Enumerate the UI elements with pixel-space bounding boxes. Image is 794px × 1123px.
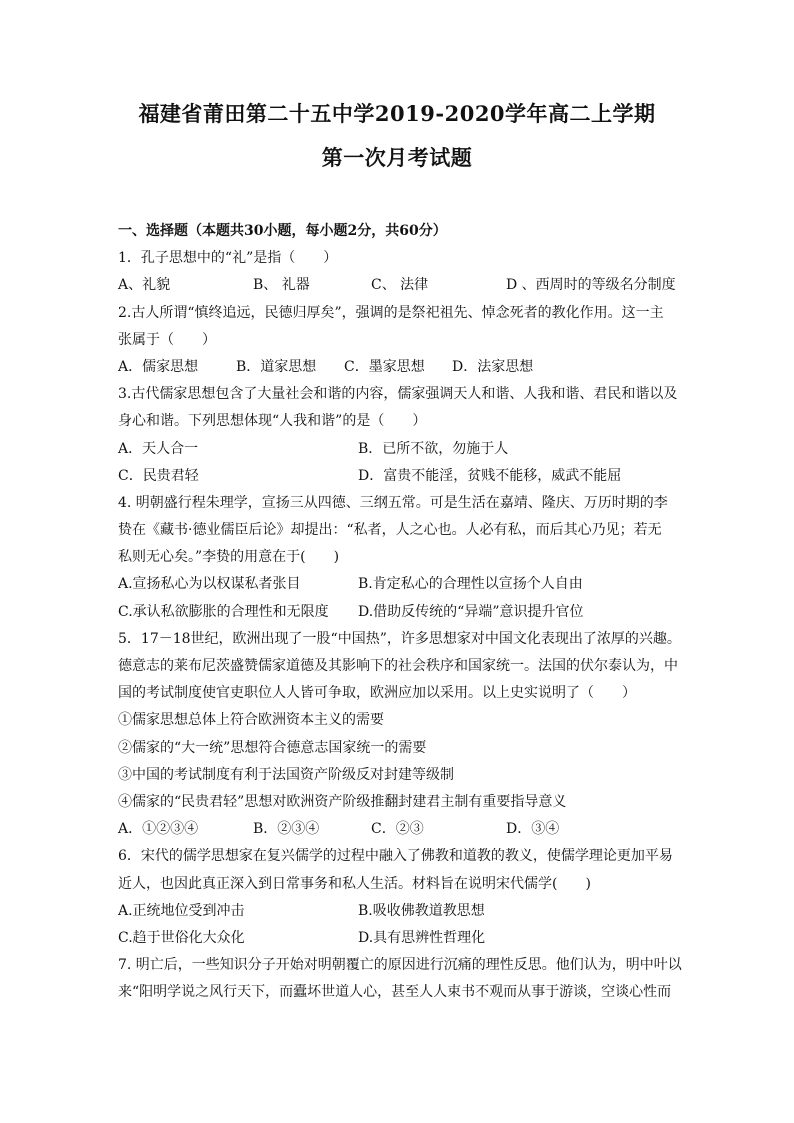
option-c: C．民贵君轻 — [118, 467, 199, 484]
question-7-stem: 来“阳明学说之风行天下，而蠹坏世道人心，甚至人人束书不观而从事于游谈，空谈心性而 — [118, 984, 672, 1001]
question-5-stem: 国的考试制度使官吏职位人人皆可争取，欧洲应加以采用。以上史实说明了（ ） — [118, 685, 636, 702]
option-a: A．儒家思想 — [118, 358, 199, 375]
option-b: B.肯定私心的合理性以宣扬个人自由 — [358, 576, 583, 593]
question-1-options — [118, 272, 688, 299]
option-a: A、礼貌 — [118, 277, 171, 294]
question-5-statement: ②儒家的“大一统”思想符合德意志国家统一的需要 — [118, 739, 427, 756]
question-4-stem: 4. 明朝盛行程朱理学，宣扬三从四德、三纲五常。可是生活在嘉靖、隆庆、万历时期的李 — [118, 494, 668, 511]
option-d: D 、西周时的等级名分制度 — [506, 277, 676, 294]
exam-title-line2: 第一次月考试题 — [321, 145, 473, 170]
question-6-stem: 6．宋代的儒学思想家在复兴儒学的过程中融入了佛教和道教的教义，使儒学理论更加平易 — [118, 848, 673, 865]
question-3-options — [118, 436, 688, 463]
option-b: B．道家思想 — [236, 358, 317, 375]
option-c: C．墨家思想 — [344, 358, 425, 375]
option-d: D．富贵不能淫，贫贱不能移，威武不能屈 — [358, 467, 622, 484]
option-d: D.具有思辨性哲理化 — [358, 929, 486, 946]
option-b: B、 礼器 — [253, 277, 310, 294]
option-a: A．天人合一 — [118, 440, 199, 457]
option-b: B．已所不欲，勿施于人 — [358, 440, 509, 457]
question-6-options — [118, 898, 688, 925]
question-4-stem: 贽在《藏书·德业儒臣后论》却提出：“私者，人之心也。人必有私，而后其心乃见；若无 — [118, 522, 662, 539]
exam-content — [118, 218, 688, 1006]
option-a: A.正统地位受到冲击 — [118, 902, 245, 919]
option-c: C．②③ — [371, 821, 424, 838]
option-b: B.吸收佛教道教思想 — [358, 902, 485, 919]
option-d: D.借助反传统的“异端”意识提升官位 — [358, 603, 584, 620]
question-4-stem: 私则无心矣。”李贽的用意在于( ) — [118, 549, 340, 566]
question-2-stem: 张属于（ ） — [118, 331, 216, 348]
option-a: A．①②③④ — [118, 821, 199, 838]
question-3-stem: 身心和谐。下列思想体现“人我和谐”的是（ ） — [118, 413, 427, 430]
option-c: C、 法律 — [371, 277, 429, 294]
option-a: A.宣扬私心为以权谋私者张目 — [118, 576, 301, 593]
question-4-options — [118, 599, 688, 626]
question-6-stem: 近人，也因此真正深入到日常事务和私人生活。材料旨在说明宋代儒学( ) — [118, 875, 591, 892]
question-4-options — [118, 571, 688, 598]
question-3-stem: 3.古代儒家思想包含了大量社会和谐的内容，儒家强调天人和谐、人我和谐、君民和谐以及 — [118, 386, 678, 403]
exam-title-line1: 福建省莆田第二十五中学2019-2020学年高二上学期 — [138, 101, 656, 126]
question-2-stem: 2.古人所谓“慎终追远，民德归厚矣”，强调的是祭祀祖先、悼念死者的教化作用。这一主 — [118, 304, 664, 321]
question-2-options — [118, 354, 688, 381]
option-d: D．③④ — [506, 821, 560, 838]
question-5-stem: 德意志的莱布尼茨盛赞儒家道德及其影响下的社会秩序和国家统一。法国的伏尔泰认为，中 — [118, 658, 678, 674]
option-c: C.趋于世俗化大众化 — [118, 929, 245, 946]
question-6-options — [118, 925, 688, 952]
question-1-stem: 1．孔子思想中的“礼”是指（ ） — [118, 250, 338, 267]
question-7-stem: 7. 明亡后，一些知识分子开始对明朝覆亡的原因进行沉痛的理性反思。他们认为，明中叶以 — [118, 957, 682, 974]
option-d: D．法家思想 — [452, 358, 534, 375]
question-5-options — [118, 816, 688, 843]
question-5-statement: ①儒家思想总体上符合欧洲资本主义的需要 — [118, 712, 384, 729]
section-heading: 一、选择题（本题共30小题，每小题2分，共60分） — [118, 223, 447, 239]
option-c: C.承认私欲膨胀的合理性和无限度 — [118, 603, 329, 620]
option-b: B．②③④ — [253, 821, 320, 838]
question-3-options — [118, 463, 688, 490]
question-5-stem: 5．17－18世纪，欧洲出现了一股“中国热”，许多思想家对中国文化表现出了浓厚的兴趣。 — [118, 630, 681, 647]
question-5-statement: ④儒家的“民贵君轻”思想对欧洲资产阶级推翻封建君主制有重要指导意义 — [118, 793, 567, 810]
question-5-statement: ③中国的考试制度有利于法国资产阶级反对封建等级制 — [118, 766, 454, 783]
